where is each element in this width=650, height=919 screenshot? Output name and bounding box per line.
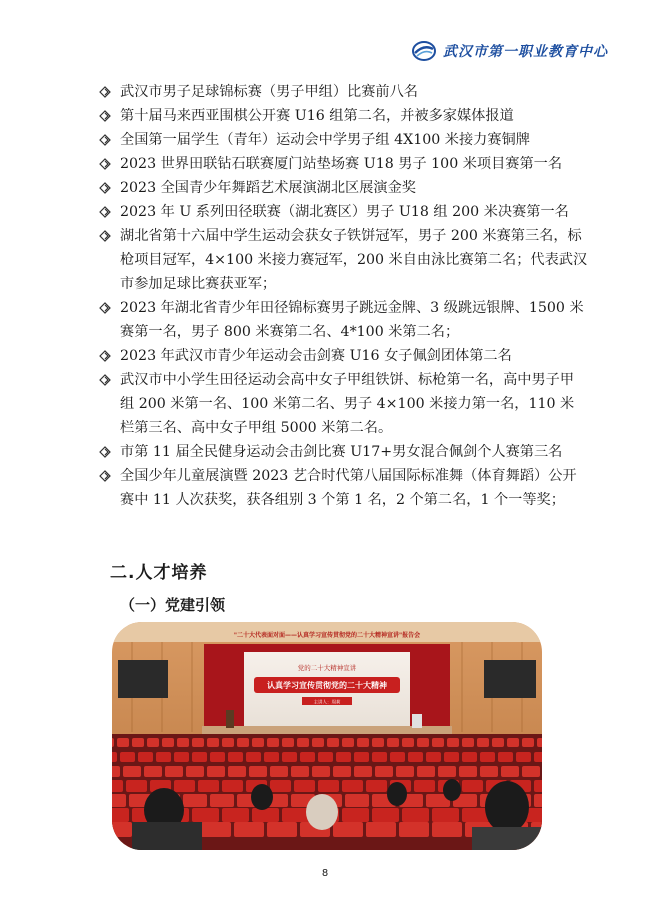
achievement-text: 全国第一届学生（青年）运动会中学男子组 4X100 米接力赛铜牌	[120, 132, 530, 148]
seat	[342, 738, 354, 747]
seat	[192, 738, 204, 747]
seat	[492, 738, 504, 747]
seat	[336, 752, 351, 762]
achievement-item	[98, 176, 588, 200]
photo-banner-text: "二十大代表面对面——认真学习宣传贯彻党的二十大精神宣讲"报告会	[233, 632, 421, 639]
achievement-text: 第十届马来西亚围棋公开赛 U16 组第二名，并被多家媒体报道	[120, 108, 514, 124]
seat	[357, 738, 369, 747]
seat	[228, 766, 246, 777]
seat	[462, 780, 483, 792]
seat	[237, 738, 249, 747]
bullet-icon	[98, 229, 112, 243]
bullet-icon	[98, 133, 112, 147]
bullet-icon	[98, 445, 112, 459]
seat	[417, 738, 429, 747]
seat	[112, 808, 129, 822]
page-number: 8	[321, 868, 329, 879]
seat	[501, 766, 519, 777]
screen-title: 认真学习宣传贯彻党的二十大精神	[267, 681, 387, 690]
seat	[414, 780, 435, 792]
achievement-list	[98, 80, 588, 512]
seat	[144, 766, 162, 777]
seat	[342, 780, 363, 792]
bullet-icon	[98, 157, 112, 171]
seat	[156, 752, 171, 762]
achievement-item	[98, 224, 588, 296]
seat	[112, 738, 114, 747]
achievement-item	[98, 440, 588, 464]
seat	[246, 752, 261, 762]
seat	[402, 738, 414, 747]
seat	[498, 752, 513, 762]
seat	[477, 738, 489, 747]
section-title: 二.人才培养	[110, 563, 208, 583]
seat	[459, 766, 477, 777]
seat	[147, 738, 159, 747]
achievement-text: 湖北省第十六届中学生运动会获女子铁饼冠军，男子 200 米赛第三名，标枪项目冠军，4×100 米接力赛冠军，200 米自由泳比赛第二名；代表武汉市参加足球比赛获亚军；	[120, 228, 588, 292]
seat	[312, 766, 330, 777]
achievement-item	[98, 152, 588, 176]
seat	[375, 766, 393, 777]
seat	[399, 822, 429, 837]
seat	[282, 738, 294, 747]
seat	[312, 738, 324, 747]
achievement-text: 2023 年 U 系列田径联赛（湖北赛区）男子 U18 组 200 米决赛第一名	[120, 204, 569, 220]
seat	[132, 738, 144, 747]
event-photo	[112, 622, 542, 850]
seat	[267, 738, 279, 747]
seat	[417, 766, 435, 777]
achievement-text: 市第 11 届全民健身运动会击剑比赛 U17+男女混合佩剑个人赛第三名	[120, 444, 563, 460]
seat	[112, 752, 117, 762]
seat	[291, 766, 309, 777]
seat	[387, 738, 399, 747]
seat	[249, 766, 267, 777]
seat	[432, 738, 444, 747]
achievement-item	[98, 368, 588, 440]
seat	[282, 808, 309, 822]
seat	[408, 752, 423, 762]
seat	[222, 738, 234, 747]
seat	[210, 794, 234, 807]
seat	[318, 780, 339, 792]
seat	[327, 738, 339, 747]
achievement-text: 全国少年儿童展演暨 2023 艺合时代第八届国际标准舞（体育舞蹈）公开赛中 11 人次获奖，获各组别 3 个第 1 名，2 个第二名，1 个一等奖；	[120, 468, 577, 508]
seat	[333, 766, 351, 777]
achievement-section	[98, 80, 588, 512]
achievement-item	[98, 128, 588, 152]
seat	[201, 822, 231, 837]
achievement-item	[98, 464, 588, 512]
seat	[207, 738, 219, 747]
achievement-item	[98, 104, 588, 128]
seat	[300, 752, 315, 762]
seat	[333, 822, 363, 837]
seat	[537, 738, 542, 747]
seat	[345, 794, 369, 807]
achievement-text: 2023 年湖北省青少年田径锦标赛男子跳远金牌、3 级跳远银牌、1500 米赛第一名，男子 800 米赛第二名、4*100 米第二名；	[120, 300, 584, 340]
seat	[126, 780, 147, 792]
seat	[210, 752, 225, 762]
seat	[444, 752, 459, 762]
screen-speaker: 主讲人：周莉	[313, 700, 341, 706]
seat	[462, 808, 489, 822]
seat	[342, 808, 369, 822]
seat	[522, 738, 534, 747]
seat	[354, 752, 369, 762]
seat	[112, 822, 132, 837]
seat	[534, 780, 542, 792]
seat	[462, 752, 477, 762]
achievement-text: 武汉市中小学生田径运动会高中女子甲组铁饼、标枪第一名，高中男子甲组 200 米第一名、100 米第二名、男子 4×100 米接力第一名，110 米栏第三名、高中女子甲组 5000 米第二名。	[120, 372, 575, 436]
org-name: 武汉市第一职业教育中心	[443, 44, 608, 60]
seat	[318, 752, 333, 762]
seat	[198, 780, 219, 792]
seat	[117, 738, 129, 747]
seat	[123, 766, 141, 777]
bullet-icon	[98, 301, 112, 315]
seat	[162, 738, 174, 747]
seat	[480, 752, 495, 762]
seat	[234, 822, 264, 837]
bullet-icon	[98, 109, 112, 123]
seat	[264, 752, 279, 762]
seat	[372, 752, 387, 762]
seat	[222, 780, 243, 792]
seat	[432, 808, 459, 822]
achievement-item	[98, 200, 588, 224]
seat	[507, 738, 519, 747]
seat	[390, 752, 405, 762]
seat	[402, 808, 429, 822]
achievement-text: 2023 世界田联钻石联赛厦门站垫场赛 U18 男子 100 米项目赛第一名	[120, 156, 563, 172]
achievement-item	[98, 296, 588, 344]
school-emblem-icon	[411, 40, 437, 62]
achievement-item	[98, 80, 588, 104]
seat	[516, 752, 531, 762]
seat	[534, 794, 542, 807]
screen-heading: 党的二十大精神宣讲	[297, 664, 357, 672]
seat	[480, 766, 498, 777]
seat	[447, 738, 459, 747]
bullet-icon	[98, 373, 112, 387]
header-logo	[411, 40, 608, 62]
seat	[222, 808, 249, 822]
seat	[366, 822, 396, 837]
seat	[192, 808, 219, 822]
seat	[138, 752, 153, 762]
seat	[228, 752, 243, 762]
seat	[438, 766, 456, 777]
seat	[297, 738, 309, 747]
bullet-icon	[98, 205, 112, 219]
achievement-item	[98, 344, 588, 368]
bullet-icon	[98, 85, 112, 99]
achievement-text: 2023 年武汉市青少年运动会击剑赛 U16 女子佩剑团体第二名	[120, 348, 512, 364]
seat	[354, 766, 372, 777]
seat	[112, 794, 126, 807]
seat	[174, 752, 189, 762]
section-subtitle: （一）党建引领	[120, 596, 226, 614]
seat	[174, 780, 195, 792]
seat	[267, 822, 297, 837]
seat	[426, 752, 441, 762]
seat	[372, 808, 399, 822]
seat	[366, 780, 387, 792]
seat	[372, 738, 384, 747]
seat	[462, 738, 474, 747]
seat	[534, 752, 542, 762]
bullet-icon	[98, 469, 112, 483]
seat	[270, 766, 288, 777]
seat	[282, 752, 297, 762]
achievement-text: 2023 全国青少年舞蹈艺术展演湖北区展演金奖	[120, 180, 416, 196]
seat	[183, 794, 207, 807]
seat	[120, 752, 135, 762]
seat	[432, 822, 462, 837]
seat	[252, 808, 279, 822]
seat	[112, 780, 123, 792]
bullet-icon	[98, 349, 112, 363]
seat	[192, 752, 207, 762]
seat	[252, 738, 264, 747]
seat	[165, 766, 183, 777]
achievement-text: 武汉市男子足球锦标赛（男子甲组）比赛前八名	[120, 84, 418, 100]
seat	[522, 766, 540, 777]
seat	[294, 780, 315, 792]
seat	[207, 766, 225, 777]
seat	[396, 766, 414, 777]
seat	[177, 738, 189, 747]
seat	[112, 766, 120, 777]
seat	[186, 766, 204, 777]
bullet-icon	[98, 181, 112, 195]
seat	[270, 780, 291, 792]
